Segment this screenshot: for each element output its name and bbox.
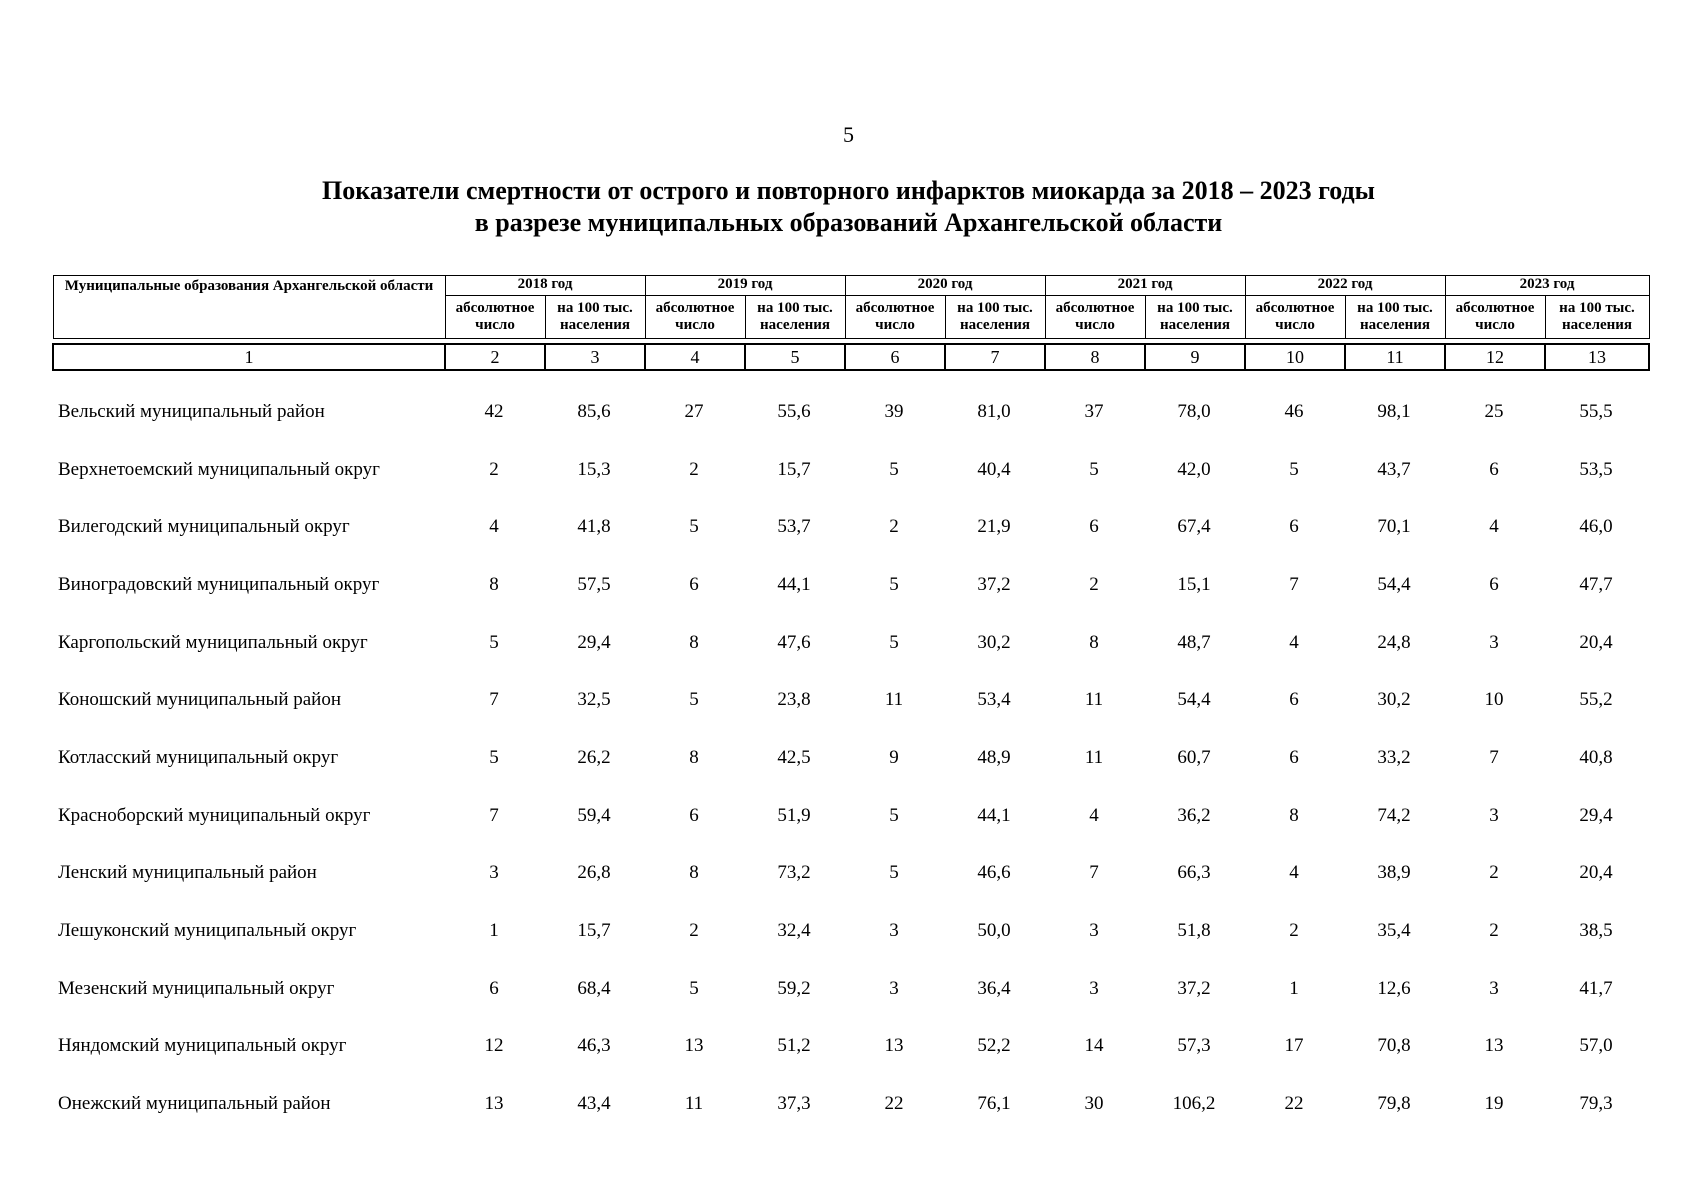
- cell-absolute: 3: [1489, 631, 1499, 653]
- cell-rate: 47,6: [777, 631, 811, 653]
- municipality-name: Няндомский муниципальный округ: [58, 1035, 347, 1057]
- table-row: [52, 383, 1648, 441]
- table-row: [52, 671, 1648, 729]
- header-rate: на 100 тыс. населения: [1545, 296, 1649, 339]
- cell-rate: 30,2: [977, 631, 1011, 653]
- cell-absolute: 6: [1089, 516, 1099, 538]
- table-row: [52, 1018, 1648, 1076]
- cell-absolute: 13: [484, 1093, 504, 1115]
- column-number: 1: [53, 344, 445, 370]
- cell-rate: 43,4: [577, 1093, 611, 1115]
- cell-absolute: 6: [1489, 573, 1499, 595]
- cell-absolute: 7: [489, 689, 499, 711]
- cell-absolute: 3: [1489, 977, 1499, 999]
- cell-absolute: 5: [889, 862, 899, 884]
- cell-rate: 26,2: [577, 746, 611, 768]
- cell-absolute: 5: [889, 804, 899, 826]
- cell-absolute: 5: [489, 746, 499, 768]
- cell-rate: 55,2: [1579, 689, 1613, 711]
- cell-rate: 79,8: [1377, 1093, 1411, 1115]
- cell-absolute: 7: [1289, 573, 1299, 595]
- cell-absolute: 2: [1089, 573, 1099, 595]
- cell-absolute: 2: [689, 458, 699, 480]
- cell-absolute: 11: [884, 689, 904, 711]
- cell-absolute: 42: [484, 400, 504, 422]
- cell-absolute: 6: [1289, 689, 1299, 711]
- cell-absolute: 37: [1084, 400, 1104, 422]
- header-year-2018: 2018 год: [445, 276, 645, 296]
- table-row: [52, 960, 1648, 1018]
- column-number-row: [53, 344, 1649, 370]
- cell-rate: 50,0: [977, 920, 1011, 942]
- cell-absolute: 3: [1489, 804, 1499, 826]
- cell-absolute: 9: [889, 746, 899, 768]
- cell-absolute: 13: [884, 1035, 904, 1057]
- cell-rate: 57,5: [577, 573, 611, 595]
- cell-absolute: 3: [1089, 920, 1099, 942]
- cell-rate: 53,4: [977, 689, 1011, 711]
- document-title: [0, 175, 1697, 239]
- column-number: 12: [1445, 344, 1545, 370]
- cell-rate: 106,2: [1172, 1093, 1216, 1115]
- cell-absolute: 3: [889, 920, 899, 942]
- column-number: 11: [1345, 344, 1445, 370]
- cell-rate: 23,8: [777, 689, 811, 711]
- cell-absolute: 39: [884, 400, 904, 422]
- cell-rate: 78,0: [1177, 400, 1211, 422]
- cell-absolute: 2: [1489, 920, 1499, 942]
- table-row: [52, 787, 1648, 845]
- cell-absolute: 25: [1484, 400, 1504, 422]
- cell-absolute: 2: [689, 920, 699, 942]
- header-abs: абсолютное число: [845, 296, 945, 339]
- municipality-name: Верхнетоемский муниципальный округ: [58, 458, 380, 480]
- cell-absolute: 5: [889, 573, 899, 595]
- cell-rate: 73,2: [777, 862, 811, 884]
- cell-rate: 20,4: [1579, 862, 1613, 884]
- cell-absolute: 3: [1089, 977, 1099, 999]
- table-row: [52, 614, 1648, 672]
- cell-rate: 37,2: [1177, 977, 1211, 999]
- cell-rate: 32,5: [577, 689, 611, 711]
- column-number: 2: [445, 344, 545, 370]
- cell-absolute: 10: [1484, 689, 1504, 711]
- cell-rate: 38,5: [1579, 920, 1613, 942]
- cell-absolute: 5: [689, 516, 699, 538]
- cell-absolute: 30: [1084, 1093, 1104, 1115]
- municipality-name: Коношский муниципальный район: [58, 689, 342, 711]
- cell-absolute: 2: [1289, 920, 1299, 942]
- cell-rate: 53,5: [1579, 458, 1613, 480]
- municipality-name: Красноборский муниципальный округ: [58, 804, 371, 826]
- cell-absolute: 11: [684, 1093, 704, 1115]
- column-number: 4: [645, 344, 745, 370]
- cell-absolute: 6: [689, 573, 699, 595]
- header-rate: на 100 тыс. населения: [545, 296, 645, 339]
- cell-rate: 67,4: [1177, 516, 1211, 538]
- cell-absolute: 5: [889, 631, 899, 653]
- cell-rate: 37,3: [777, 1093, 811, 1115]
- cell-rate: 15,7: [777, 458, 811, 480]
- cell-rate: 36,2: [1177, 804, 1211, 826]
- cell-rate: 32,4: [777, 920, 811, 942]
- table-row: [52, 556, 1648, 614]
- cell-absolute: 8: [689, 631, 699, 653]
- cell-rate: 44,1: [777, 573, 811, 595]
- cell-absolute: 2: [1489, 862, 1499, 884]
- municipality-name: Каргопольский муниципальный округ: [58, 631, 368, 653]
- cell-rate: 47,7: [1579, 573, 1613, 595]
- cell-rate: 46,6: [977, 862, 1011, 884]
- header-municipality: Муниципальные образования Архангельской области: [53, 276, 445, 339]
- column-number: 5: [745, 344, 845, 370]
- table-row: [52, 498, 1648, 556]
- cell-absolute: 8: [1089, 631, 1099, 653]
- cell-absolute: 13: [684, 1035, 704, 1057]
- cell-rate: 79,3: [1579, 1093, 1613, 1115]
- cell-absolute: 3: [889, 977, 899, 999]
- cell-absolute: 2: [889, 516, 899, 538]
- cell-rate: 59,2: [777, 977, 811, 999]
- municipality-name: Мезенский муниципальный округ: [58, 977, 335, 999]
- cell-absolute: 19: [1484, 1093, 1504, 1115]
- cell-absolute: 11: [1084, 689, 1104, 711]
- cell-rate: 41,8: [577, 516, 611, 538]
- cell-absolute: 46: [1284, 400, 1304, 422]
- header-year-2020: 2020 год: [845, 276, 1045, 296]
- cell-absolute: 8: [1289, 804, 1299, 826]
- cell-rate: 43,7: [1377, 458, 1411, 480]
- cell-rate: 70,1: [1377, 516, 1411, 538]
- title-line-1: Показатели смертности от острого и повторного инфарктов миокарда за 2018 – 2023 годы: [322, 176, 1375, 205]
- header-year-2022: 2022 год: [1245, 276, 1445, 296]
- cell-absolute: 8: [689, 746, 699, 768]
- header-abs: абсолютное число: [645, 296, 745, 339]
- municipality-name: Ленский муниципальный район: [58, 862, 317, 884]
- cell-rate: 40,8: [1579, 746, 1613, 768]
- table-row: [52, 1075, 1648, 1133]
- title-line-2: в разрезе муниципальных образований Архангельской области: [474, 208, 1223, 237]
- header-year-2019: 2019 год: [645, 276, 845, 296]
- header-rate: на 100 тыс. населения: [1145, 296, 1245, 339]
- cell-absolute: 22: [1284, 1093, 1304, 1115]
- header-abs: абсолютное число: [1045, 296, 1145, 339]
- cell-rate: 53,7: [777, 516, 811, 538]
- cell-absolute: 4: [1289, 862, 1299, 884]
- column-number: 6: [845, 344, 945, 370]
- column-number: 13: [1545, 344, 1649, 370]
- cell-absolute: 2: [489, 458, 499, 480]
- cell-absolute: 6: [1289, 516, 1299, 538]
- cell-absolute: 22: [884, 1093, 904, 1115]
- cell-absolute: 5: [889, 458, 899, 480]
- cell-rate: 85,6: [577, 400, 611, 422]
- column-number: 9: [1145, 344, 1245, 370]
- cell-rate: 57,3: [1177, 1035, 1211, 1057]
- table-row: [52, 902, 1648, 960]
- cell-absolute: 3: [489, 862, 499, 884]
- cell-absolute: 4: [1289, 631, 1299, 653]
- cell-absolute: 13: [1484, 1035, 1504, 1057]
- cell-absolute: 27: [684, 400, 704, 422]
- cell-rate: 30,2: [1377, 689, 1411, 711]
- cell-rate: 15,3: [577, 458, 611, 480]
- table-row: [52, 845, 1648, 903]
- cell-absolute: 7: [1489, 746, 1499, 768]
- cell-rate: 37,2: [977, 573, 1011, 595]
- column-number: 10: [1245, 344, 1345, 370]
- header-rate: на 100 тыс. населения: [945, 296, 1045, 339]
- header-abs: абсолютное число: [1245, 296, 1345, 339]
- cell-rate: 55,6: [777, 400, 811, 422]
- cell-rate: 59,4: [577, 804, 611, 826]
- cell-rate: 42,0: [1177, 458, 1211, 480]
- cell-absolute: 1: [1289, 977, 1299, 999]
- cell-absolute: 4: [489, 516, 499, 538]
- table-header: [52, 275, 1650, 371]
- column-number: 8: [1045, 344, 1145, 370]
- cell-rate: 74,2: [1377, 804, 1411, 826]
- cell-rate: 29,4: [1579, 804, 1613, 826]
- cell-rate: 60,7: [1177, 746, 1211, 768]
- cell-rate: 46,0: [1579, 516, 1613, 538]
- cell-rate: 54,4: [1377, 573, 1411, 595]
- cell-rate: 48,9: [977, 746, 1011, 768]
- cell-rate: 46,3: [577, 1035, 611, 1057]
- cell-absolute: 5: [1089, 458, 1099, 480]
- column-number: 7: [945, 344, 1045, 370]
- cell-rate: 66,3: [1177, 862, 1211, 884]
- cell-absolute: 7: [1089, 862, 1099, 884]
- cell-rate: 21,9: [977, 516, 1011, 538]
- cell-rate: 55,5: [1579, 400, 1613, 422]
- cell-absolute: 5: [1289, 458, 1299, 480]
- cell-rate: 20,4: [1579, 631, 1613, 653]
- cell-rate: 36,4: [977, 977, 1011, 999]
- header-rate: на 100 тыс. населения: [745, 296, 845, 339]
- cell-absolute: 14: [1084, 1035, 1104, 1057]
- cell-rate: 24,8: [1377, 631, 1411, 653]
- header-abs: абсолютное число: [445, 296, 545, 339]
- table-row: [52, 441, 1648, 499]
- cell-rate: 42,5: [777, 746, 811, 768]
- cell-absolute: 4: [1089, 804, 1099, 826]
- cell-rate: 44,1: [977, 804, 1011, 826]
- municipality-name: Лешуконский муниципальный округ: [58, 920, 357, 942]
- cell-absolute: 7: [489, 804, 499, 826]
- cell-absolute: 6: [1289, 746, 1299, 768]
- data-table: [52, 383, 1648, 1133]
- cell-rate: 12,6: [1377, 977, 1411, 999]
- cell-rate: 38,9: [1377, 862, 1411, 884]
- cell-absolute: 11: [1084, 746, 1104, 768]
- cell-rate: 51,8: [1177, 920, 1211, 942]
- cell-rate: 76,1: [977, 1093, 1011, 1115]
- cell-absolute: 5: [489, 631, 499, 653]
- cell-rate: 29,4: [577, 631, 611, 653]
- cell-absolute: 5: [689, 689, 699, 711]
- cell-rate: 15,1: [1177, 573, 1211, 595]
- municipality-name: Вилегодский муниципальный округ: [58, 516, 350, 538]
- cell-absolute: 17: [1284, 1035, 1304, 1057]
- cell-rate: 57,0: [1579, 1035, 1613, 1057]
- cell-absolute: 6: [689, 804, 699, 826]
- cell-rate: 70,8: [1377, 1035, 1411, 1057]
- municipality-name: Виноградовский муниципальный округ: [58, 573, 380, 595]
- cell-absolute: 4: [1489, 516, 1499, 538]
- table-row: [52, 729, 1648, 787]
- municipality-name: Котласский муниципальный округ: [58, 746, 339, 768]
- municipality-name: Вельский муниципальный район: [58, 400, 325, 422]
- cell-rate: 48,7: [1177, 631, 1211, 653]
- cell-rate: 51,9: [777, 804, 811, 826]
- cell-absolute: 1: [489, 920, 499, 942]
- cell-rate: 40,4: [977, 458, 1011, 480]
- cell-absolute: 6: [489, 977, 499, 999]
- header-abs: абсолютное число: [1445, 296, 1545, 339]
- cell-absolute: 6: [1489, 458, 1499, 480]
- cell-absolute: 8: [489, 573, 499, 595]
- cell-rate: 26,8: [577, 862, 611, 884]
- cell-rate: 98,1: [1377, 400, 1411, 422]
- cell-rate: 54,4: [1177, 689, 1211, 711]
- municipality-name: Онежский муниципальный район: [58, 1093, 331, 1115]
- cell-rate: 33,2: [1377, 746, 1411, 768]
- cell-absolute: 5: [689, 977, 699, 999]
- cell-absolute: 8: [689, 862, 699, 884]
- page-number: 5: [843, 122, 854, 147]
- cell-absolute: 12: [484, 1035, 504, 1057]
- cell-rate: 68,4: [577, 977, 611, 999]
- cell-rate: 15,7: [577, 920, 611, 942]
- cell-rate: 35,4: [1377, 920, 1411, 942]
- header-year-2023: 2023 год: [1445, 276, 1649, 296]
- cell-rate: 81,0: [977, 400, 1011, 422]
- column-number: 3: [545, 344, 645, 370]
- header-year-2021: 2021 год: [1045, 276, 1245, 296]
- cell-rate: 52,2: [977, 1035, 1011, 1057]
- cell-rate: 41,7: [1579, 977, 1613, 999]
- cell-rate: 51,2: [777, 1035, 811, 1057]
- header-rate: на 100 тыс. населения: [1345, 296, 1445, 339]
